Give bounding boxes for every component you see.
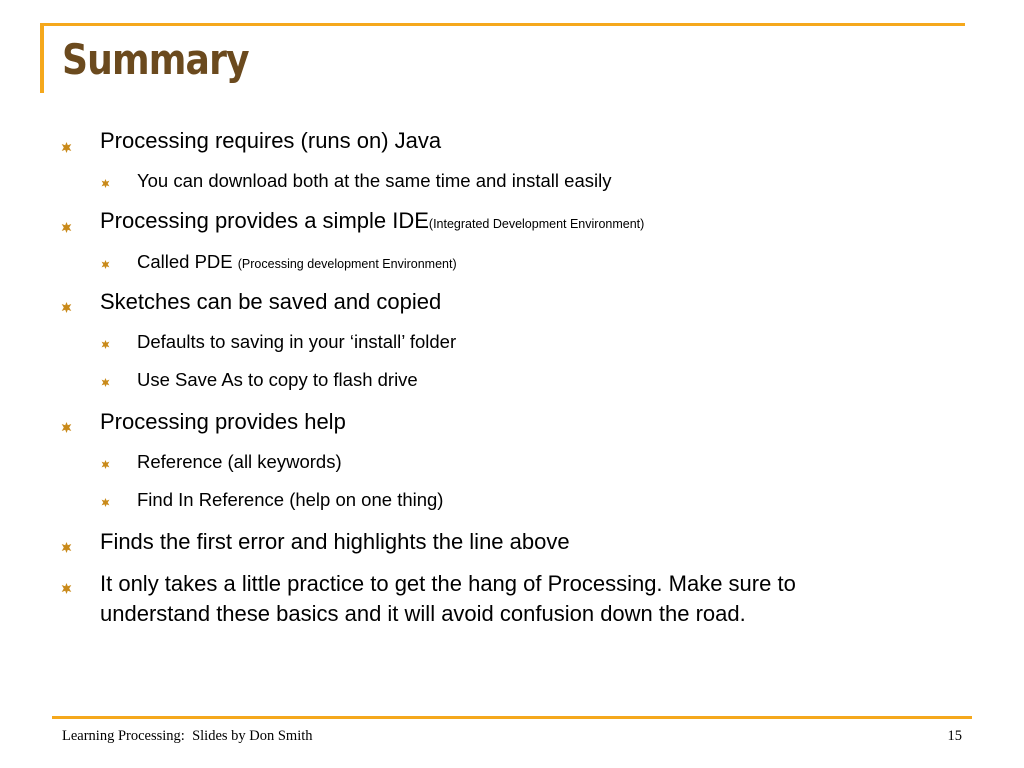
footer-divider — [52, 716, 972, 719]
bullet-main-text: You can download both at the same time and install easily — [137, 170, 612, 191]
bullet-text — [100, 126, 441, 156]
footer-text: Learning Processing: Slides by Don Smith — [62, 728, 313, 744]
bullet-icon — [61, 583, 72, 594]
sub-bullet-text — [137, 488, 443, 512]
slide-title: Summary — [62, 35, 249, 84]
bullet-main-text: Processing requires (runs on) Java — [100, 128, 442, 153]
bullet-note: (Processing development Environment) — [237, 257, 457, 271]
sub-bullet-icon — [101, 460, 110, 469]
bullet-text — [100, 527, 570, 557]
bullet-main-text: Called PDE — [137, 251, 238, 272]
bullet-text — [100, 206, 644, 239]
bullet-main-text: Defaults to saving in your ‘install’ folder — [137, 331, 457, 352]
sub-bullet-icon — [101, 179, 110, 188]
bullet-text — [100, 569, 796, 599]
bullet-note: (Integrated Development Environment) — [428, 217, 645, 231]
bullet-main-text: Processing provides help — [100, 409, 346, 434]
bullet-main-text: Reference (all keywords) — [137, 451, 342, 472]
bullet-icon — [61, 422, 72, 433]
page-number: 15 — [947, 728, 962, 744]
bullet-icon — [61, 142, 72, 153]
bullet-text — [100, 287, 441, 317]
sub-bullet-icon — [101, 498, 110, 507]
sub-bullet-text — [137, 330, 456, 354]
bullet-main-text: Sketches can be saved and copied — [100, 289, 442, 314]
sub-bullet-icon — [101, 378, 110, 387]
sub-bullet-icon — [101, 260, 110, 269]
sub-bullet-text — [137, 450, 342, 474]
bullet-icon — [61, 542, 72, 553]
sub-bullet-icon — [101, 340, 110, 349]
bullet-main-text: Finds the first error and highlights the line above — [100, 529, 570, 554]
bullet-icon — [61, 222, 72, 233]
bullet-icon — [61, 302, 72, 313]
sub-bullet-text — [137, 368, 418, 392]
bullet-main-text: It only takes a little practice to get the hang of Processing. Make sure to — [100, 571, 796, 596]
bullet-main-text: Find In Reference (help on one thing) — [137, 489, 444, 510]
bullet-text — [100, 407, 346, 437]
sub-bullet-text — [137, 250, 457, 276]
bullet-main-text: Use Save As to copy to flash drive — [137, 369, 418, 390]
sub-bullet-text — [137, 169, 611, 193]
bullet-main-text: understand these basics and it will avoid confusion down the road. — [100, 601, 746, 626]
bullet-text-continuation — [100, 599, 746, 629]
bullet-main-text: Processing provides a simple IDE — [100, 208, 429, 233]
